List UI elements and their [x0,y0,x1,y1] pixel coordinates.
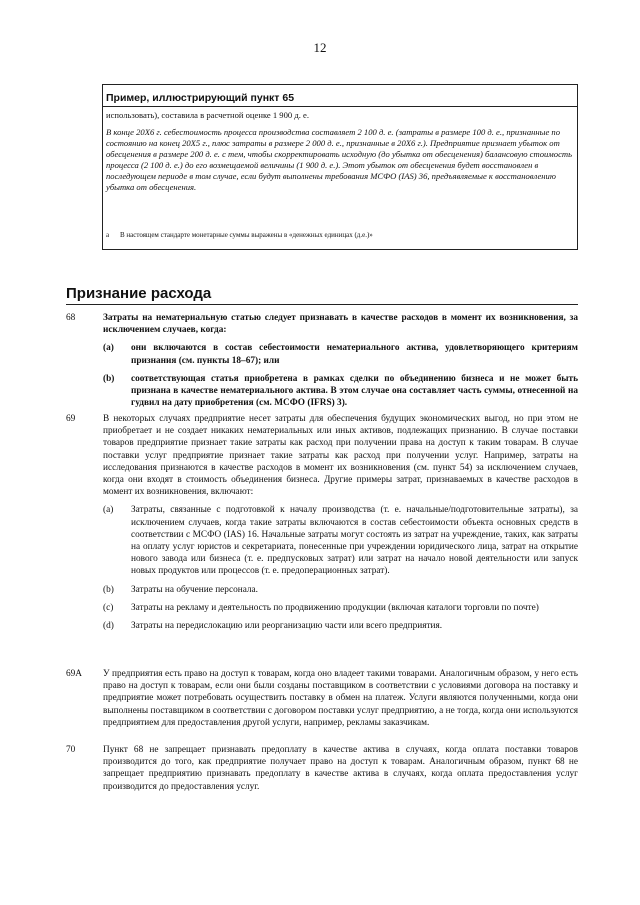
item-label: (d) [103,621,114,632]
item-label: (c) [103,602,114,613]
item-text: они включаются в состав себестоимости нематериального актива, удовлетворяющего критериям признания (см. пункты 18–67); или [131,343,578,366]
example-title: Пример, иллюстрирующий пункт 65 [103,85,577,107]
list-item [103,602,578,614]
item-label: (a) [103,505,114,516]
list-item [103,373,578,410]
page-number: 12 [313,40,327,55]
paragraph-69a [66,668,578,729]
item-text: Затраты на передислокацию или реорганизацию части или всего предприятия. [131,621,443,632]
paragraph-69 [66,413,578,632]
example-body [103,107,577,193]
section-title: Признание расхода [66,286,578,305]
footnote-text: В настоящем стандарте монетарные суммы выражены в «денежных единицах (д.е.)» [120,231,373,239]
paragraph-70 [66,744,578,793]
item-text: Затраты на обучение персонала. [131,584,258,595]
example-line: В конце 20Х6 г. себестоимость процесса производства составляет 2 100 д. е. (затраты в размере 100 д. е., признанные по состоянию на конец 20Х5 г., плюс затраты в размере 2 000 д. е., признанные в 20Х6 г.). Предприятие признает убыток от обесценения в размере 200 д. е. с тем, чтобы скорректировать исходную (до убытка от обесценения) балансовую стоимость процесса (2 100 д. е.) до его возмещаемой величины (1 900 д. е.). Этот убыток от обесценения будет восстановлен в последующем периоде в том случае, если будут выполнены требования МСФО (IAS) 36, предъявляемые к восстановлению убытка от обесценения. [106,127,572,192]
paragraph-number: 68 [66,313,76,323]
list-item [103,584,578,596]
paragraph-text: У предприятия есть право на доступ к товарам, когда оно владеет такими товарами. Аналогичным образом, у него есть право на доступ к товарам, если они были созданы поставщиком в соответствии с условиями договора на поставку и предприятие может потребовать осуществить поставку в обмен на платеж. Услуги являются полученными, когда они выполнены поставщиком в соответствии с договором поставки услуг предприятию, а не тогда, когда они используются предприятием для предоставления другой услуги, например, рекламы заказчикам. [103,669,578,728]
item-text: Затраты на рекламу и деятельность по продвижению продукции (включая каталоги торговли по почте) [131,602,539,613]
paragraph-text: Пункт 68 не запрещает признавать предоплату в качестве актива в случаях, когда оплата поставки товаров производится до того, как предприятие получает право на доступ к товарам. Аналогичным образом, пункт 68 не запрещает предприятию признавать предоплату в качестве актива в случаях, когда оплата предоставления услуг производится до предоставления услуг. [103,745,578,792]
list-item [103,342,578,366]
item-text: соответствующая статья приобретена в рамках сделки по объединению бизнеса и не может быть признана в качестве нематериального актива. В этом случае она составляет часть суммы, отнесенной на гудвил на дату приобретения (см. МСФО (IFRS) 3). [131,373,578,409]
item-label: (a) [103,343,114,354]
item-label: (b) [103,373,115,384]
paragraph-number: 70 [66,745,76,755]
footnote-mark: а [106,231,110,239]
example-footnote [106,231,373,239]
item-text: Затраты, связанные с подготовкой к началу производства (т. е. начальные/подготовительные затраты), за исключением случаев, когда такие затраты включаются в состав себестоимости объекта основных средств в соответствии с МСФО (IAS) 16. Начальные затраты могут состоять из затрат на учреждение, таких, как затраты на оплату услуг юристов и секретариата, понесенные при учреждении юридического лица, затрат на открытие нового завода или бизнеса (т. е. предпусковых затрат) или затрат на начало новой деятельности или запуск новых продуктов или процессов (т. е. предоперационных затрат). [131,505,578,577]
example-box [102,84,578,250]
paragraph-text: В некоторых случаях предприятие несет затраты для обеспечения будущих экономических выгод, но при этом не приобретает и не создает никаких нематериальных или иных активов, подлежащих признанию. В случае поставки товаров предприятие признает такие затраты как расход при получении права на доступ к таким товарам. В случае поставки услуг предприятие признает такие затраты как расход при получении услуг. Например, затраты на исследования признаются в качестве расходов в момент их возникновения (см. пункт 54) за исключением случаев, когда они входят в стоимость объединения бизнеса. Другие примеры затрат, признаваемых в качестве расходов в момент их возникновения, включают: [103,414,578,498]
paragraph-68 [66,312,578,409]
paragraph-number: 69 [66,414,76,424]
list-item [103,504,578,577]
list-item [103,620,578,632]
example-line: использовать), составила в расчетной оценке 1 900 д. е. [106,110,309,120]
item-label: (b) [103,584,114,595]
paragraph-number: 69А [66,669,83,679]
paragraph-text: Затраты на нематериальную статью следует признавать в качестве расходов в момент их возникновения, за исключением случаев, когда: [103,313,578,336]
